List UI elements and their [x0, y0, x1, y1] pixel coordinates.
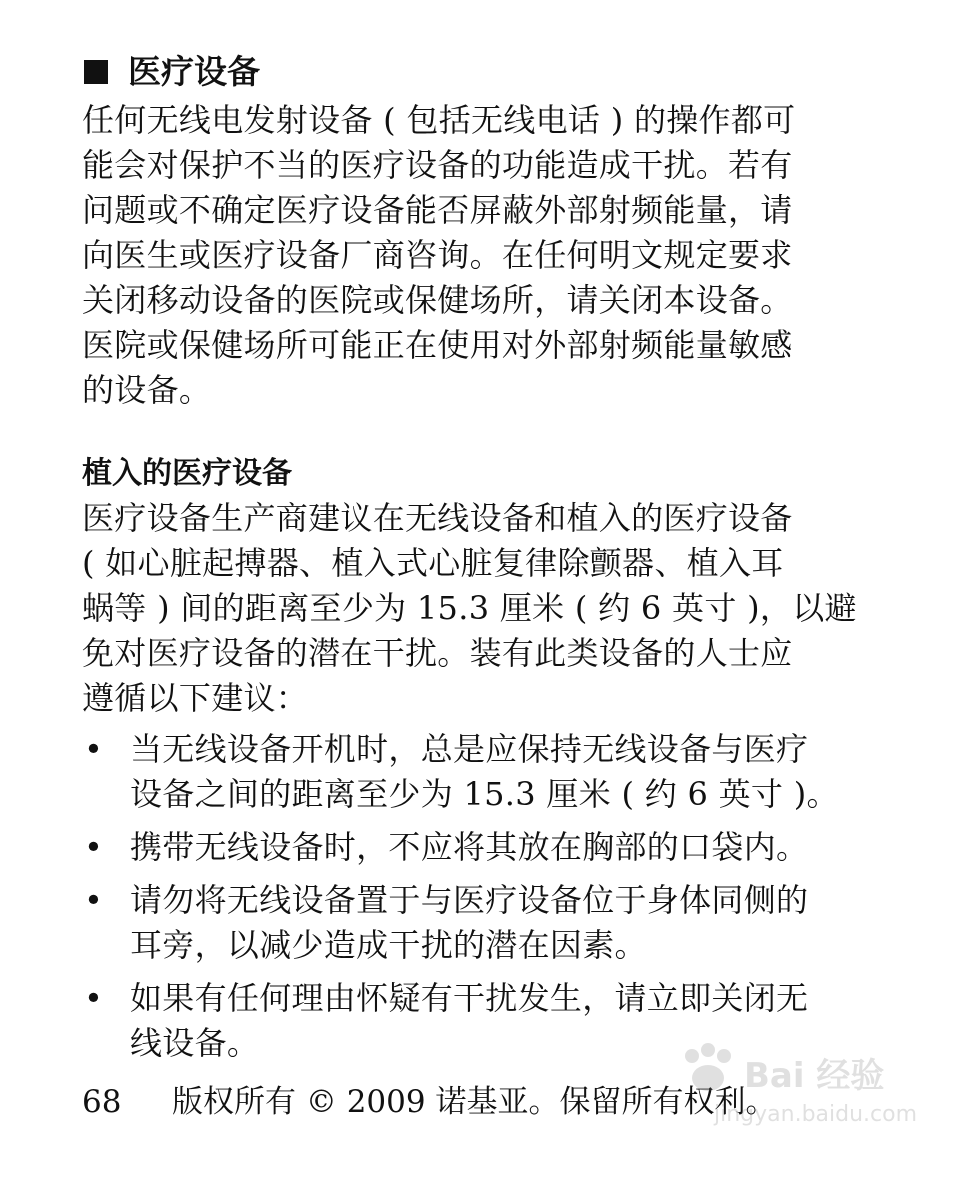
subsection-paragraph: [82, 496, 882, 721]
recommendation-list: [82, 727, 882, 1066]
paragraph-line: 问题或不确定医疗设备能否屏蔽外部射频能量，请: [82, 191, 793, 229]
subsection-title: 植入的医疗设备: [82, 456, 292, 491]
square-bullet-icon: [84, 60, 108, 84]
list-item: [82, 727, 882, 817]
paragraph-line: 医院或保健场所可能正在使用对外部射频能量敏感: [82, 326, 793, 364]
list-item-line: 当无线设备开机时，总是应保持无线设备与医疗: [130, 730, 809, 768]
watermark-url: jingyan.baidu.com: [714, 1102, 918, 1127]
list-item-line: 耳旁，以减少造成干扰的潜在因素。: [130, 926, 647, 964]
paragraph-line: 免对医疗设备的潜在干扰。装有此类设备的人士应: [82, 634, 793, 672]
paragraph-line: 向医生或医疗设备厂商咨询。在任何明文规定要求: [82, 236, 793, 274]
paragraph-line: 能会对保护不当的医疗设备的功能造成干扰。若有: [82, 146, 793, 184]
section-title: 医疗设备: [128, 52, 260, 91]
list-item-line: 携带无线设备时，不应将其放在胸部的口袋内。: [130, 828, 809, 866]
list-item-line: 设备之间的距离至少为 15.3 厘米 ( 约 6 英寸 )。: [130, 775, 839, 813]
paragraph-line: 关闭移动设备的医院或保健场所，请关闭本设备。: [82, 281, 793, 319]
paragraph-line: 的设备。: [82, 371, 212, 409]
page-footer: [82, 1080, 776, 1125]
watermark-text: Bai 经验: [744, 1056, 885, 1096]
bullet-icon: •: [84, 979, 104, 1017]
list-item-line: 请勿将无线设备置于与医疗设备位于身体同侧的: [130, 881, 809, 919]
bullet-icon: •: [84, 730, 104, 768]
paragraph-line: 医疗设备生产商建议在无线设备和植入的医疗设备: [82, 499, 793, 537]
list-item: [82, 825, 882, 870]
section-paragraph: [82, 98, 882, 413]
list-item: [82, 976, 882, 1066]
section-heading: [82, 46, 882, 98]
bullet-icon: •: [84, 828, 104, 866]
paragraph-line: 遵循以下建议：: [82, 679, 309, 717]
list-item: [82, 878, 882, 968]
bullet-icon: •: [84, 881, 104, 919]
list-item-line: 如果有任何理由怀疑有干扰发生，请立即关闭无: [130, 979, 809, 1017]
paragraph-line: 任何无线电发射设备 ( 包括无线电话 ) 的操作都可: [82, 101, 796, 139]
list-item-line: 线设备。: [130, 1024, 260, 1062]
document-page: [82, 46, 882, 1074]
paragraph-line: ( 如心脏起搏器、植入式心脏复律除颤器、植入耳: [82, 544, 784, 582]
paragraph-line: 蜗等 ) 间的距离至少为 15.3 厘米 ( 约 6 英寸 )，以避: [82, 589, 857, 627]
page-number: 68: [82, 1084, 122, 1120]
copyright-notice: 版权所有 © 2009 诺基亚。保留所有权利。: [172, 1084, 777, 1120]
